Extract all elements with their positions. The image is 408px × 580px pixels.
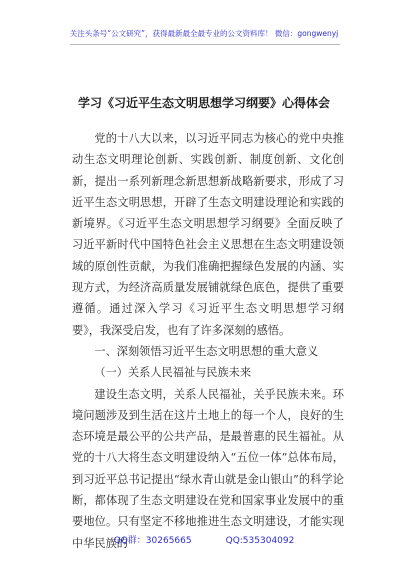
header-divider — [70, 44, 340, 45]
footer-qq-group: QQ群：30265665 — [113, 536, 192, 546]
footer-qq-contact: QQ:535304092 — [225, 536, 295, 546]
page-header-banner: 关注头条号“公文研究”，获得最新最全最专业的公文资料库！ 微信：gongwenyj — [69, 29, 339, 38]
page-footer — [0, 533, 408, 546]
section-heading: 一、深刻领悟习近平生态文明思想的重大意义 — [94, 344, 319, 358]
body-paragraph: 建设生态文明，关系人民福祉，关乎民族未来。环境问题涉及到生活在这片土地上的每一个人，良好的生态环境是最公平的公共产品，是最普惠的民生福祉。从党的十八大将生态文明建设纳入“五位一体”总体布局，到习近平总书记提出“绿水青山就是金山银山”的科学论断，都体现了生态文明建设在党和国家事业发展中的重要地位。只有坚定不移地推进生态文明建设，才能实现中华民族的 — [72, 387, 344, 550]
document-body — [72, 128, 344, 554]
subsection-heading: （一）关系人民福祉与民族未来 — [94, 366, 252, 380]
intro-paragraph: 党的十八大以来，以习近平同志为核心的党中央推动生态文明理论创新、实践创新、制度创新、文化创新，提出一系列新理念新思想新战略新要求，形成了习近平生态文明思想，开辟了生态文明建设理论和实践的新境界。《习近平生态文明思想学习纲要》全面反映了习近平新时代中国特色社会主义思想在生态文明建设领域的原创性贡献，为我们准确把握绿色发展的内涵、实现方式，为经济高质量发展铺就绿色底色，提供了重要遵循。通过深入学习《习近平生态文明思想学习纲要》，我深受启发，也有了许多深刻的感悟。 — [72, 132, 344, 337]
document-title: 学习《习近平生态文明思想学习纲要》心得体会 — [77, 96, 330, 110]
